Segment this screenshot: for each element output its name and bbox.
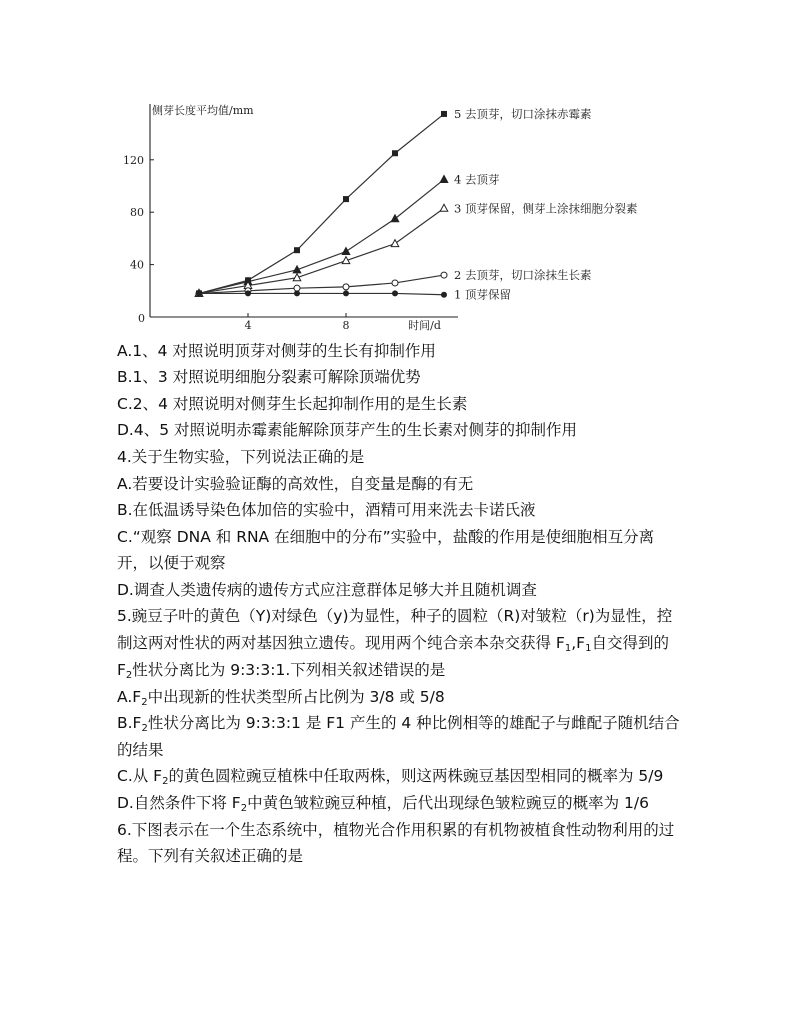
growth-chart bbox=[100, 92, 660, 337]
data-point bbox=[440, 175, 448, 182]
series-labels bbox=[454, 107, 637, 302]
series-label: 3 顶芽保留，侧芽上涂抹细胞分裂素 bbox=[454, 201, 638, 216]
data-point bbox=[441, 272, 447, 278]
q6-stem-line1: 6.下图表示在一个生态系统中，植物光合作用积累的有机物被植食性动物利用的过 bbox=[117, 821, 675, 839]
q6-stem-line2: 程。下列有关叙述正确的是 bbox=[117, 847, 304, 865]
y-tick-label: 40 bbox=[130, 258, 144, 272]
data-point bbox=[392, 290, 398, 296]
x-axis-label: 时间/d bbox=[408, 319, 441, 332]
q5-option-b-line2: 的结果 bbox=[117, 741, 164, 759]
data-point bbox=[294, 285, 300, 291]
x-tick-label: 8 bbox=[342, 319, 350, 332]
q5-stem-line3: $F_2$性状分离比为 9:3:3:1.下列相关叙述错误的是 bbox=[117, 661, 446, 681]
series-label: 5 去顶芽，切口涂抹赤霉素 bbox=[454, 106, 592, 121]
data-point bbox=[343, 284, 349, 290]
q4-option-b: B.在低温诱导染色体加倍的实验中，酒精可用来洗去卡诺氏液 bbox=[117, 501, 536, 519]
q4-option-d: D.调查人类遗传病的遗传方式应注意群体足够大并且随机调查 bbox=[117, 581, 537, 599]
series-line bbox=[199, 293, 444, 294]
option-b: B.1、3 对照说明细胞分裂素可解除顶端优势 bbox=[117, 368, 421, 386]
q4-option-c-line2: 开，以便于观察 bbox=[117, 554, 226, 572]
q5-option-b-line1: $B.F_2$性状分离比为 9:3:3:1 是 F1 产生的 4 种比例相等的雄配子与雌配子随机结合 bbox=[117, 714, 680, 734]
data-point bbox=[392, 150, 398, 156]
series-label: 4 去顶芽 bbox=[454, 172, 500, 187]
data-point bbox=[245, 290, 251, 296]
data-point bbox=[392, 280, 398, 286]
series-line bbox=[199, 114, 444, 293]
y-tick-label: 80 bbox=[130, 206, 144, 220]
data-point bbox=[441, 111, 447, 117]
option-a: A.1、4 对照说明顶芽对侧芽的生长有抑制作用 bbox=[117, 342, 436, 360]
series-line bbox=[199, 179, 444, 293]
q5-stem-line1: 5.豌豆子叶的黄色（Y)对绿色（y)为显性，种子的圆粒（R)对皱粒（r)为显性，控 bbox=[117, 607, 673, 625]
q4-option-c-line1: C.“观察 DNA 和 RNA 在细胞中的分布”实验中，盐酸的作用是使细胞相互分离 bbox=[117, 528, 655, 546]
q4-option-a: A.若要设计实验验证酶的高效性，自变量是酶的有无 bbox=[117, 475, 474, 493]
q5-option-d: D.自然条件下将 $F_2$中黄色皱粒豌豆种植，后代出现绿色皱粒豌豆的概率为 1/6 bbox=[117, 794, 649, 814]
data-point bbox=[294, 247, 300, 253]
q5-stem-line2: 制这两对性状的两对基因独立遗传。现用两个纯合亲本杂交获得 $F_1,F_1$自交得到的 bbox=[117, 634, 669, 654]
y-tick-label: 120 bbox=[123, 153, 144, 167]
series-label: 2 去顶芽，切口涂抹生长素 bbox=[454, 268, 592, 283]
data-point bbox=[441, 292, 447, 298]
series-lines bbox=[199, 114, 444, 295]
data-point bbox=[342, 248, 350, 255]
option-d: D.4、5 对照说明赤霉素能解除顶芽产生的生长素对侧芽的抑制作用 bbox=[117, 421, 578, 439]
q5-option-c: C.从 $F_2$的黄色圆粒豌豆植株中任取两株，则这两株豌豆基因型相同的概率为 5/9 bbox=[117, 767, 664, 787]
series-label: 1 顶芽保留 bbox=[454, 287, 511, 302]
option-c: C.2、4 对照说明对侧芽生长起抑制作用的是生长素 bbox=[117, 395, 468, 413]
chart-axes bbox=[123, 103, 458, 332]
data-point bbox=[294, 290, 300, 296]
data-point bbox=[391, 240, 399, 247]
data-point bbox=[196, 290, 202, 296]
data-point bbox=[391, 215, 399, 222]
data-point bbox=[440, 204, 448, 211]
data-point bbox=[343, 196, 349, 202]
x-tick-label: 4 bbox=[244, 319, 252, 332]
y-axis-label: 侧芽长度平均值/mm bbox=[152, 104, 254, 117]
data-point bbox=[343, 290, 349, 296]
q5-option-a: $A.F_2$中出现新的性状类型所占比例为 3/8 或 5/8 bbox=[117, 688, 445, 708]
q4-stem: 4.关于生物实验，下列说法正确的是 bbox=[117, 448, 365, 466]
origin-label: 0 bbox=[138, 312, 145, 325]
